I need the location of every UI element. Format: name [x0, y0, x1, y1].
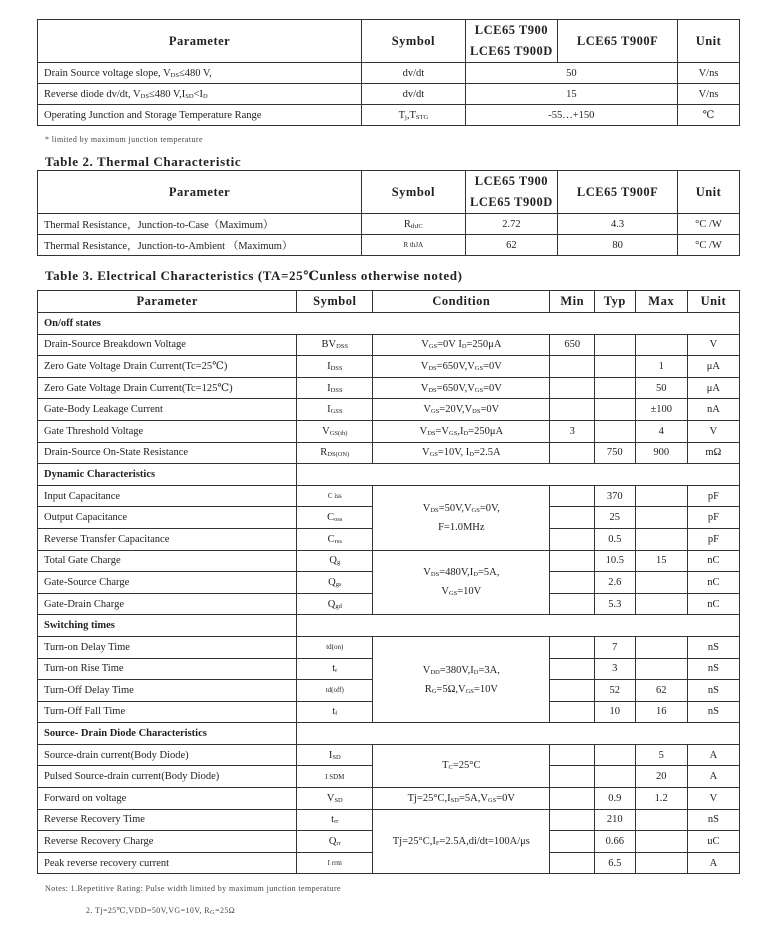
section-diode: Source- Drain Diode Characteristics	[38, 723, 297, 745]
table-row: Peak reverse recovery current I rrm 6.5 A	[38, 852, 740, 874]
table-row: Gate-Body Leakage Current $I_{GSS}$ $V_{GS}=20V,V_{DS}=0V$ ±100 nA	[38, 399, 740, 421]
note-1: Notes: 1.Repetitive Rating: Pulse width limited by maximum junction temperature	[45, 884, 342, 893]
col-header-symbol: Symbol	[362, 171, 466, 214]
table-thermal	[37, 170, 740, 256]
table-row: Turn-Off Delay Time td(off) 52 62 nS	[38, 680, 740, 702]
footnote: * limited by maximum junction temperature	[45, 135, 203, 144]
col-header-a2: LCE65 T900D	[470, 44, 553, 58]
col-header-unit: Unit	[678, 20, 740, 63]
table-row: Thermal Resistance，Junction-to-Case（Maximum） $R_{thJC}$ 2.72 4.3 °C /W	[38, 214, 740, 235]
table-row: Reverse Transfer Capacitance $C_{rss}$ 0.5 pF	[38, 528, 740, 550]
col-header-a	[465, 20, 557, 63]
table-row: Output Capacitance $C_{oss}$ 25 pF	[38, 507, 740, 529]
table-row: Gate Threshold Voltage $V_{GS(th)}$ $V_{DS}=V_{GS},I_D=250\mu A$ 3 4 V	[38, 420, 740, 442]
section-switching: Switching times	[38, 615, 297, 637]
table-row: Total Gate Charge $Q_g$ $V_{DS}=480V,I_D=5A$, $V_{GS}=10V$ 10.5 15 nC	[38, 550, 740, 572]
col-header-symbol: Symbol	[362, 20, 466, 63]
col-header-parameter: Parameter	[38, 171, 362, 214]
col-header-condition: Condition	[373, 291, 550, 313]
col-header-a	[465, 171, 557, 214]
table-row: Thermal Resistance，Junction-to-Ambient （Maximum） R thJA 62 80 °C /W	[38, 235, 740, 256]
col-header-parameter: Parameter	[38, 20, 362, 63]
col-header-a1: LCE65 T900	[474, 23, 548, 37]
tc-condition: $T_C=25^\circ C$	[373, 744, 550, 787]
table-row: Operating Junction and Storage Temperature Range $T_j,T_{STG}$ -55…+150 ℃	[38, 105, 740, 126]
note-2: 2. Tj=25℃,VDD=50V,VG=10V, $R_G=25\Omega$	[86, 906, 236, 916]
col-header-b: LCE65 T900F	[558, 20, 678, 63]
table-row: Reverse Recovery Time $t_{rr}$ $Tj=25^\circ C,I_F=2.5A,di/dt=100A/\mu s$ 210 nS	[38, 809, 740, 831]
col-header-unit: Unit	[687, 291, 739, 313]
charge-condition: $V_{DS}=480V,I_D=5A$, $V_{GS}=10V$	[373, 550, 550, 615]
col-header-symbol: Symbol	[297, 291, 373, 313]
section-onoff: On/off states	[38, 313, 740, 335]
switching-condition: $V_{DD}=380V,I_D=3A$, $R_G=5\Omega,V_{GS}=10V$	[373, 636, 550, 722]
table-row: Drain Source voltage slope, $V_{DS}\le 480$ V, dv/dt 50 V/ns	[38, 63, 740, 84]
table-limits	[37, 19, 740, 126]
col-header-max: Max	[635, 291, 687, 313]
table-row: Source-drain current(Body Diode) $I_{SD}$ $T_C=25^\circ C$ 5 A	[38, 744, 740, 766]
table-row: Pulsed Source-drain current(Body Diode) I SDM 20 A	[38, 766, 740, 788]
col-header-parameter: Parameter	[38, 291, 297, 313]
table-row: Input Capacitance C iss $V_{DS}=50V,V_{GS}=0V$, F=1.0MHz 370 pF	[38, 485, 740, 507]
rr-condition: $Tj=25^\circ C,I_F=2.5A,di/dt=100A/\mu s$	[373, 809, 550, 874]
table-row: Zero Gate Voltage Drain Current(Tc=125℃) $I_{DSS}$ $V_{DS}=650V,V_{GS}=0V$ 50 μA	[38, 377, 740, 399]
table-row: Drain-Source On-State Resistance $R_{DS(ON)}$ $V_{GS}=10V$, $I_D=2.5A$ 750 900 mΩ	[38, 442, 740, 464]
table-electrical	[37, 290, 740, 874]
table-row: Turn-on Rise Time $t_r$ 3 nS	[38, 658, 740, 680]
vf-condition: $Tj=25^\circ C,I_{SD}=5A,V_{GS}=0V$	[373, 788, 550, 810]
table-row: Turn-on Delay Time td(on) $V_{DD}=380V,I_D=3A$, $R_G=5\Omega,V_{GS}=10V$ 7 nS	[38, 636, 740, 658]
table-row: Forward on voltage $V_{SD}$ $Tj=25^\circ C,I_{SD}=5A,V_{GS}=0V$ 0.9 1.2 V	[38, 788, 740, 810]
table2-caption: Table 2. Thermal Characteristic	[45, 154, 242, 169]
col-header-min: Min	[550, 291, 595, 313]
table-row: Turn-Off Fall Time $t_f$ 10 16 nS	[38, 701, 740, 723]
col-header-a2: LCE65 T900D	[470, 195, 553, 209]
col-header-typ: Typ	[594, 291, 635, 313]
table-row: Reverse diode dv/dt, $V_{DS}\le 480$ $V,I_{SD}<I_D$ dv/dt 15 V/ns	[38, 84, 740, 105]
col-header-b: LCE65 T900F	[558, 171, 678, 214]
table3-caption: Table 3. Electrical Characteristics (TA=25℃unless otherwise noted)	[45, 268, 463, 283]
section-dynamic: Dynamic Characteristics	[38, 464, 297, 486]
table-row: Gate-Source Charge $Q_{gs}$ 2.6 nC	[38, 572, 740, 594]
table-row: Gate-Drain Charge $Q_{gd}$ 5.3 nC	[38, 593, 740, 615]
capacitance-condition: $V_{DS}=50V,V_{GS}=0V$, F=1.0MHz	[373, 485, 550, 550]
table-row: Reverse Recovery Charge $Q_{rr}$ 0.66 uC	[38, 831, 740, 853]
table-row: Drain-Source Breakdown Voltage $BV_{DSS}$ $V_{GS}=0V$ $I_D=250\mu A$ 650 V	[38, 334, 740, 356]
col-header-a1: LCE65 T900	[474, 174, 548, 188]
col-header-unit: Unit	[678, 171, 740, 214]
table-row: Zero Gate Voltage Drain Current(Tc=25℃) $I_{DSS}$ $V_{DS}=650V,V_{GS}=0V$ 1 μA	[38, 356, 740, 378]
